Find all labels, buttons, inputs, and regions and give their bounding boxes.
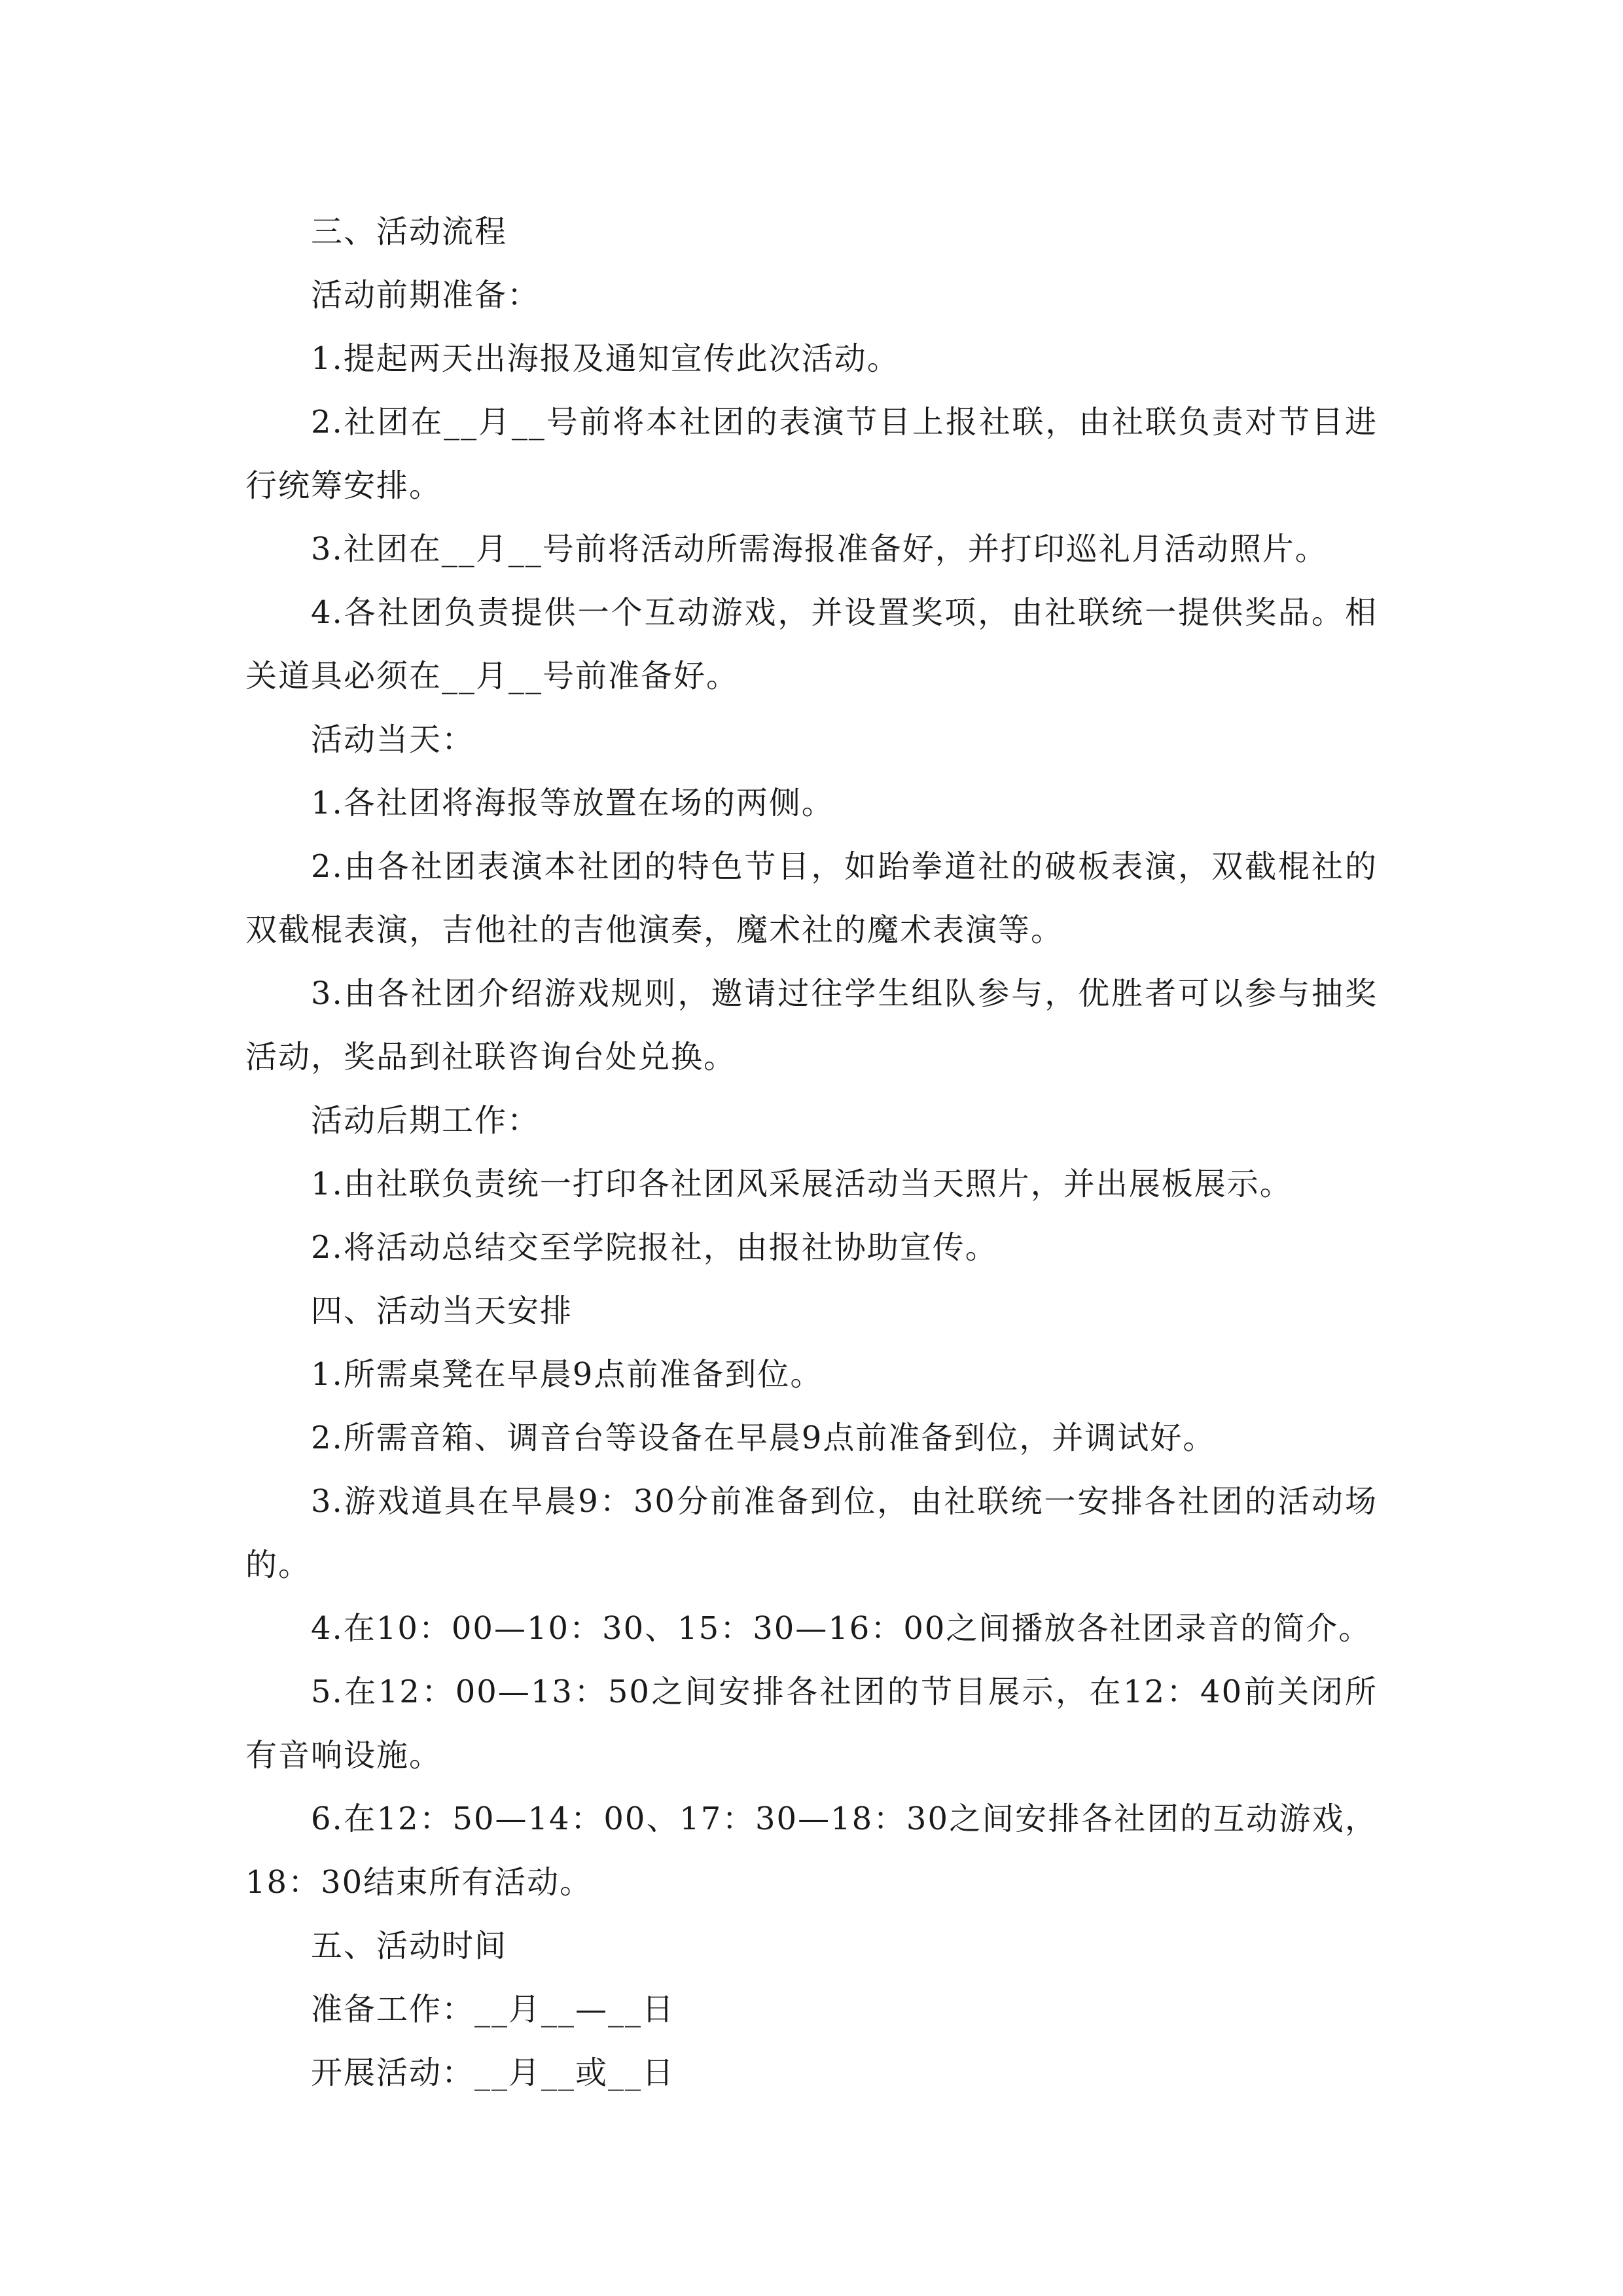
- paragraph: 3.社团在__月__号前将活动所需海报准备好，并打印巡礼月活动照片。: [311, 531, 1328, 567]
- paragraph: 6.在12：50—14：00、17：30—18：30之间安排各社团的互动游戏，18：30结束所有活动。: [245, 1801, 1378, 1901]
- section-heading-time: 五、活动时间: [311, 1928, 508, 1964]
- subheading-event-day: 活动当天：: [311, 721, 475, 758]
- paragraph-event-time: 开展活动：__月__或__日: [311, 2054, 675, 2091]
- paragraph: 4.在10：00—10：30、15：30—16：00之间播放各社团录音的简介。: [311, 1610, 1372, 1647]
- paragraph: 2.由各社团表演本社团的特色节目，如跆拳道社的破板表演，双截棍社的双截棍表演，吉他社的吉他演奏，魔术社的魔术表演等。: [245, 848, 1378, 948]
- paragraph-prep-time: 准备工作：__月__—__日: [311, 1991, 675, 2028]
- document-body: [245, 200, 1378, 2105]
- paragraph: 2.将活动总结交至学院报社，由报社协助宣传。: [311, 1229, 998, 1266]
- paragraph: 3.游戏道具在早晨9：30分前准备到位，由社联统一安排各社团的活动场的。: [245, 1483, 1378, 1583]
- paragraph: 1.提起两天出海报及通知宣传此次活动。: [311, 340, 900, 377]
- paragraph: 1.各社团将海报等放置在场的两侧。: [311, 785, 834, 821]
- section-heading-schedule: 四、活动当天安排: [311, 1293, 573, 1329]
- section-heading-process: 三、活动流程: [311, 213, 508, 250]
- paragraph: 2.所需音箱、调音台等设备在早晨9点前准备到位，并调试好。: [311, 1420, 1216, 1456]
- paragraph: 3.由各社团介绍游戏规则，邀请过往学生组队参与，优胜者可以参与抽奖活动，奖品到社联咨询台处兑换。: [245, 975, 1378, 1075]
- paragraph: 1.由社联负责统一打印各社团风采展活动当天照片，并出展板展示。: [311, 1166, 1293, 1202]
- subheading-preparation: 活动前期准备：: [311, 277, 541, 314]
- paragraph: 1.所需桌凳在早晨9点前准备到位。: [311, 1356, 823, 1393]
- paragraph: 5.在12：00—13：50之间安排各社团的节目展示，在12：40前关闭所有音响设施。: [245, 1674, 1378, 1774]
- paragraph: 2.社团在__月__号前将本社团的表演节目上报社联，由社联负责对节目进行统筹安排。: [245, 404, 1378, 504]
- paragraph: 4.各社团负责提供一个互动游戏，并设置奖项，由社联统一提供奖品。相关道具必须在__月__号前准备好。: [245, 594, 1378, 694]
- subheading-follow-up: 活动后期工作：: [311, 1102, 541, 1139]
